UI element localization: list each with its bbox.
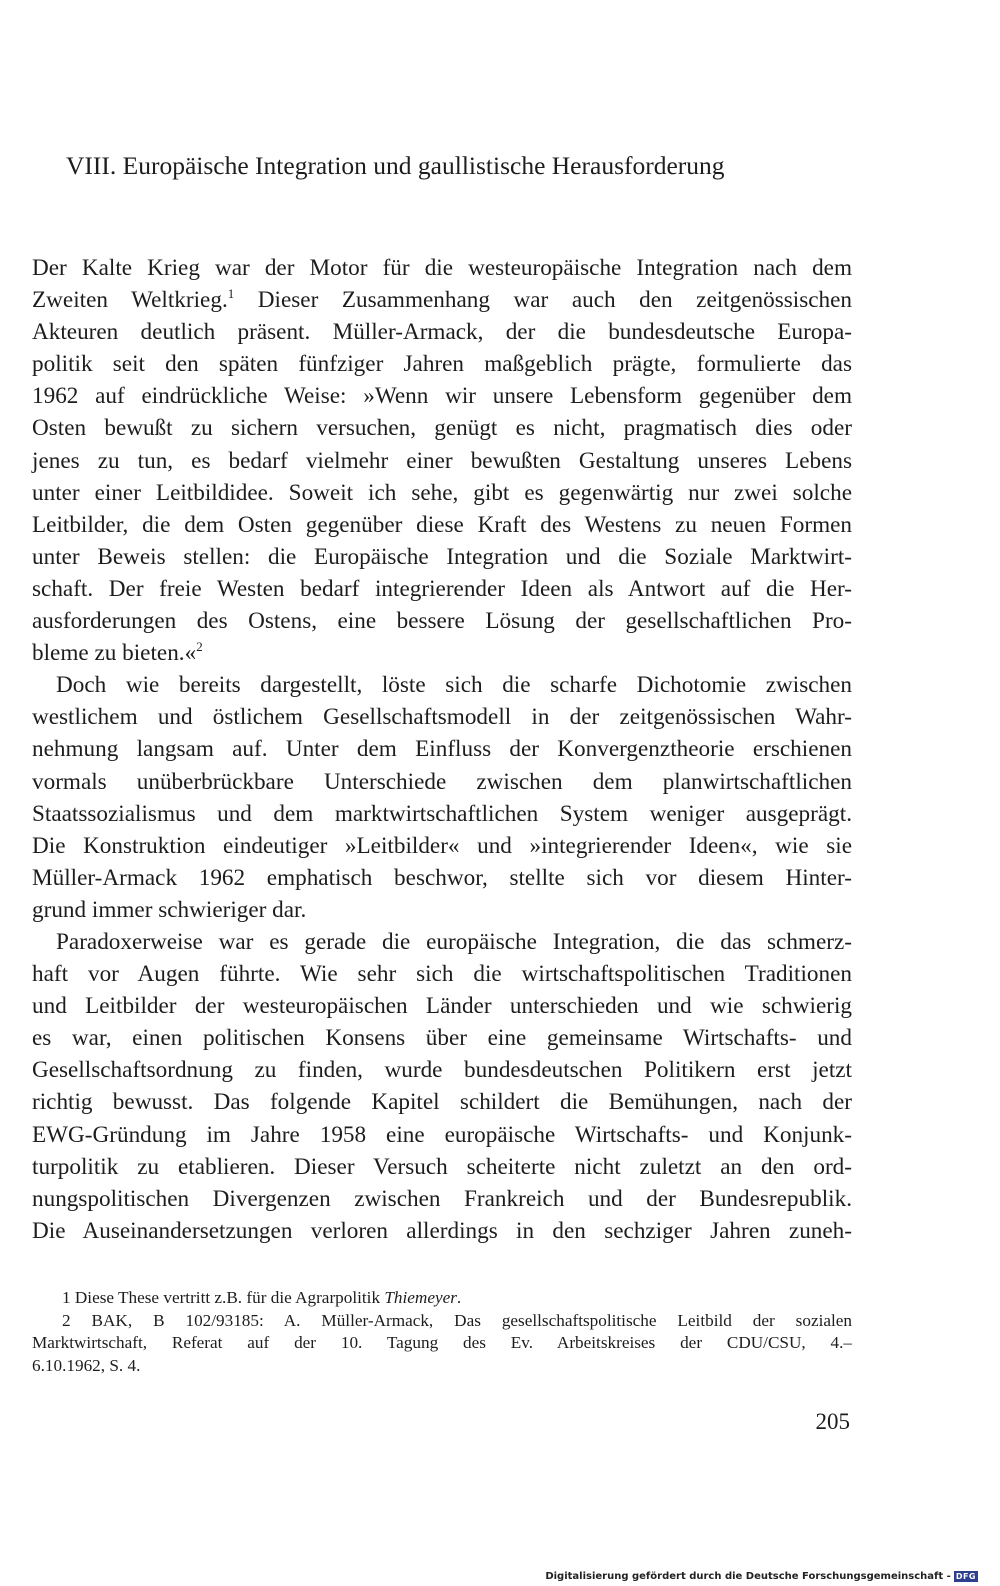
body-line: turpolitik zu etablieren. Dieser Versuch scheiterte nicht zuletzt an den ord- (32, 1153, 852, 1180)
footnote-2-continuation: 6.10.1962, S. 4. (32, 1355, 141, 1375)
body-line: Zweiten Weltkrieg.$^1$ Dieser Zusammenhang war auch den zeitgenössischen (32, 286, 852, 314)
body-line: nungspolitischen Divergenzen zwischen Frankreich und der Bundesrepublik. (32, 1185, 852, 1212)
body-line: ausforderungen des Ostens, eine bessere Lösung der gesellschaftlichen Pro- (32, 608, 852, 635)
chapter-title: VIII. Europäische Integration und gaullistische Herausforderung (66, 151, 725, 180)
body-line: Paradoxerweise war es gerade die europäische Integration, die das schmerz- (56, 928, 852, 955)
body-line: richtig bewusst. Das folgende Kapitel schildert die Bemühungen, nach der (32, 1089, 852, 1116)
funding-notice-text: Digitalisierung gefördert durch die Deutsche Forschungsgemeinschaft - (545, 1571, 951, 1582)
footnote-author: Thiemeyer (384, 1288, 457, 1307)
body-line: jenes zu tun, es bedarf vielmehr einer bewußten Gestaltung unseres Lebens (32, 447, 852, 474)
body-line: Staatssozialismus und dem marktwirtschaftlichen System weniger ausgeprägt. (32, 800, 852, 827)
footnote-2: 2 BAK, B 102/93185: A. Müller-Armack, Das gesellschaftspolitische Leitbild der sozialen (62, 1310, 852, 1330)
body-line: grund immer schwieriger dar. (32, 896, 307, 923)
body-line: bleme zu bieten.«$^2$ (32, 639, 203, 667)
page-number: 205 (815, 1409, 850, 1434)
body-line: nehmung langsam auf. Unter dem Einfluss der Konvergenztheorie erschienen (32, 736, 852, 763)
body-line: Akteuren deutlich präsent. Müller-Armack, der die bundesdeutsche Europa- (32, 319, 852, 346)
body-line: Die Konstruktion eindeutiger »Leitbilder« und »integrierender Ideen«, wie sie (32, 832, 852, 859)
body-line: vormals unüberbrückbare Unterschiede zwischen dem planwirtschaftlichen (32, 768, 852, 795)
footnote-ref[interactable]: 2 (196, 639, 203, 655)
body-line: westlichem und östlichem Gesellschaftsmodell in der zeitgenössischen Wahr- (32, 704, 852, 731)
body-line: Die Auseinandersetzungen verloren allerdings in den sechziger Jahren zuneh- (32, 1217, 852, 1244)
body-line: unter Beweis stellen: die Europäische Integration und die Soziale Marktwirt- (32, 543, 852, 570)
footnote-ref[interactable]: 1 (227, 286, 235, 302)
footnote-2-continuation: Marktwirtschaft, Referat auf der 10. Tagung des Ev. Arbeitskreises der CDU/CSU, 4.– (32, 1333, 852, 1352)
funding-notice (545, 1571, 978, 1582)
footnote-1: 1 Diese These vertritt z.B. für die Agrarpolitik Thiemeyer. (62, 1288, 462, 1307)
body-line: Doch wie bereits dargestellt, löste sich die scharfe Dichotomie zwischen (56, 672, 852, 699)
dfg-logo-icon: DFG (955, 1572, 976, 1581)
body-line: es war, einen politischen Konsens über eine gemeinsame Wirtschafts- und (32, 1025, 852, 1052)
body-line: und Leitbilder der westeuropäischen Länder unterschieden und wie schwierig (32, 993, 852, 1020)
body-line: EWG-Gründung im Jahre 1958 eine europäische Wirtschafts- und Konjunk- (32, 1121, 852, 1148)
body-line: Gesellschaftsordnung zu finden, wurde bundesdeutschen Politikern erst jetzt (32, 1057, 852, 1084)
body-line: Leitbilder, die dem Osten gegenüber diese Kraft des Westens zu neuen Formen (32, 511, 852, 538)
body-line: haft vor Augen führte. Wie sehr sich die wirtschaftspolitischen Traditionen (32, 961, 852, 988)
body-line: Müller-Armack 1962 emphatisch beschwor, stellte sich vor diesem Hinter- (32, 864, 852, 891)
body-line: schaft. Der freie Westen bedarf integrierender Ideen als Antwort auf die Her- (32, 575, 852, 602)
body-line: unter einer Leitbildidee. Soweit ich sehe, gibt es gegenwärtig nur zwei solche (32, 479, 852, 506)
body-line: Osten bewußt zu sichern versuchen, genügt es nicht, pragmatisch dies oder (32, 415, 852, 442)
body-line: Der Kalte Krieg war der Motor für die westeuropäische Integration nach dem (32, 255, 852, 281)
footnotes (32, 1287, 852, 1377)
body-text (32, 252, 852, 1247)
body-line: 1962 auf eindrückliche Weise: »Wenn wir unsere Lebensform gegenüber dem (32, 383, 852, 410)
body-line: politik seit den späten fünfziger Jahren maßgeblich prägte, formulierte das (32, 351, 852, 378)
